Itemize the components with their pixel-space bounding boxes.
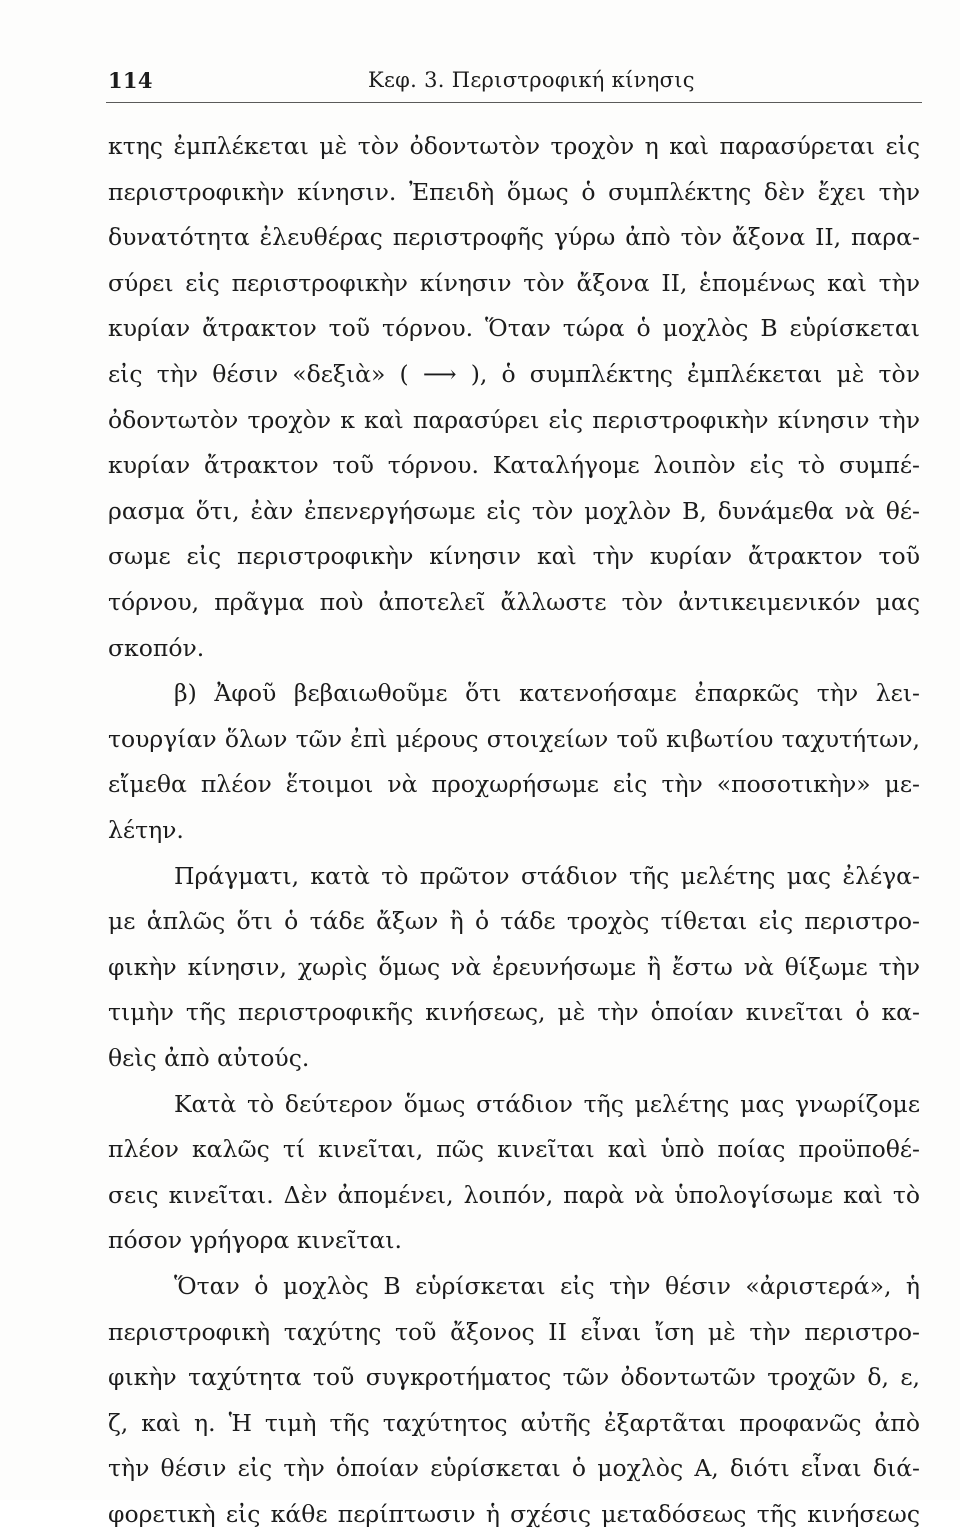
text-line: Πράγματι, κατὰ τὸ πρῶτον στάδιον τῆς μελέτης μας ἐλέγα- [174, 861, 920, 890]
text-line: Ὅταν ὁ μοχλὸς Β εὑρίσκεται εἰς τὴν θέσιν «ἀριστερά», ἡ [174, 1272, 920, 1300]
text-line: κτης ἐμπλέκεται μὲ τὸν ὀδοντωτὸν τροχὸν η καὶ παρασύρεται εἰς [108, 132, 920, 160]
text-line: ὀδοντωτὸν τροχὸν κ καὶ παρασύρει εἰς περιστροφικὴν κίνησιν τὴν [108, 405, 920, 434]
text-line: φορετικὴ εἰς κάθε περίπτωσιν ἡ σχέσις μεταδόσεως τῆς κινήσεως [108, 1500, 920, 1528]
text-line: λέτην. [108, 816, 184, 844]
text-line: θεὶς ἀπὸ αὐτούς. [108, 1044, 310, 1072]
text-line: φικὴν ταχύτητα τοῦ συγκροτήματος τῶν ὀδοντωτῶν τροχῶν δ, ε, [108, 1363, 920, 1392]
text-line: σύρει εἰς περιστροφικὴν κίνησιν τὸν ἄξονα ΙΙ, ἑπομένως καὶ τὴν [108, 268, 920, 297]
text-line: τόρνου, πρᾶγμα ποὺ ἀποτελεῖ ἄλλωστε τὸν ἀντικειμενικόν μας [108, 588, 920, 616]
page-header [108, 68, 920, 102]
text-line: Κατὰ τὸ δεύτερον ὅμως στάδιον τῆς μελέτης μας γνωρίζομε [174, 1089, 920, 1118]
text-line: εἴμεθα πλέον ἕτοιμοι νὰ προχωρήσωμε εἰς τὴν «ποσοτικὴν» με- [108, 770, 920, 799]
text-line: πόσον γρήγορα κινεῖται. [108, 1226, 402, 1255]
text-line: β) Ἀφοῦ βεβαιωθοῦμε ὅτι κατενοήσαμε ἐπαρκῶς τὴν λει- [174, 679, 920, 708]
text-line: με ἁπλῶς ὅτι ὁ τάδε ἄξων ἢ ὁ τάδε τροχὸς τίθεται εἰς περιστρο- [108, 907, 920, 936]
text-line: σκοπόν. [108, 633, 205, 662]
text-line: φικὴν κίνησιν, χωρὶς ὅμως νὰ ἐρευνήσωμε ἢ ἔστω νὰ θίξωμε τὴν [108, 952, 920, 981]
page-number: 114 [108, 68, 153, 93]
text-line: εἰς τὴν θέσιν «δεξιὰ» ( ⟶ ), ὁ συμπλέκτης ἐμπλέκεται μὲ τὸν [108, 360, 920, 388]
text-line: σεις κινεῖται. Δὲν ἀπομένει, λοιπόν, παρὰ νὰ ὑπολογίσωμε καὶ τὸ [108, 1180, 920, 1209]
text-line: κυρίαν ἄτρακτον τοῦ τόρνου. Ὅταν τώρα ὁ μοχλὸς Β εὑρίσκεται [108, 314, 920, 343]
text-line: τὴν θέσιν εἰς τὴν ὁποίαν εὑρίσκεται ὁ μοχλὸς Α, διότι εἶναι διά- [108, 1454, 920, 1483]
header-rule [106, 102, 922, 103]
text-line: περιστροφικὴ ταχύτης τοῦ ἄξονος ΙΙ εἶναι ἴση μὲ τὴν περιστρο- [108, 1317, 920, 1346]
running-title: Κεφ. 3. Περιστροφική κίνησις [368, 68, 695, 92]
text-line: πλέον καλῶς τί κινεῖται, πῶς κινεῖται καὶ ὑπὸ ποίας προϋποθέ- [108, 1135, 920, 1164]
text-line: κυρίαν ἄτρακτον τοῦ τόρνου. Καταλήγομε λοιπὸν εἰς τὸ συμπέ- [108, 451, 920, 480]
text-line: ρασμα ὅτι, ἐὰν ἐπενεργήσωμε εἰς τὸν μοχλὸν Β, δυνάμεθα νὰ θέ- [108, 496, 920, 525]
text-line: τιμὴν τῆς περιστροφικῆς κινήσεως, μὲ τὴν ὁποίαν κινεῖται ὁ κα- [108, 998, 920, 1027]
text-line: τουργίαν ὅλων τῶν ἐπὶ μέρους στοιχείων τοῦ κιβωτίου ταχυτήτων, [108, 724, 920, 753]
text-line: δυνατότητα ἐλευθέρας περιστροφῆς γύρω ἀπὸ τὸν ἄξονα ΙΙ, παρα- [108, 223, 920, 252]
text-line: ζ, καὶ η. Ἡ τιμὴ τῆς ταχύτητος αὐτῆς ἐξαρτᾶται προφανῶς ἀπὸ [108, 1408, 920, 1437]
text-line: σωμε εἰς περιστροφικὴν κίνησιν καὶ τὴν κυρίαν ἄτρακτον τοῦ [108, 542, 920, 571]
text-line: περιστροφικὴν κίνησιν. Ἐπειδὴ ὅμως ὁ συμπλέκτης δὲν ἔχει τὴν [108, 177, 920, 206]
